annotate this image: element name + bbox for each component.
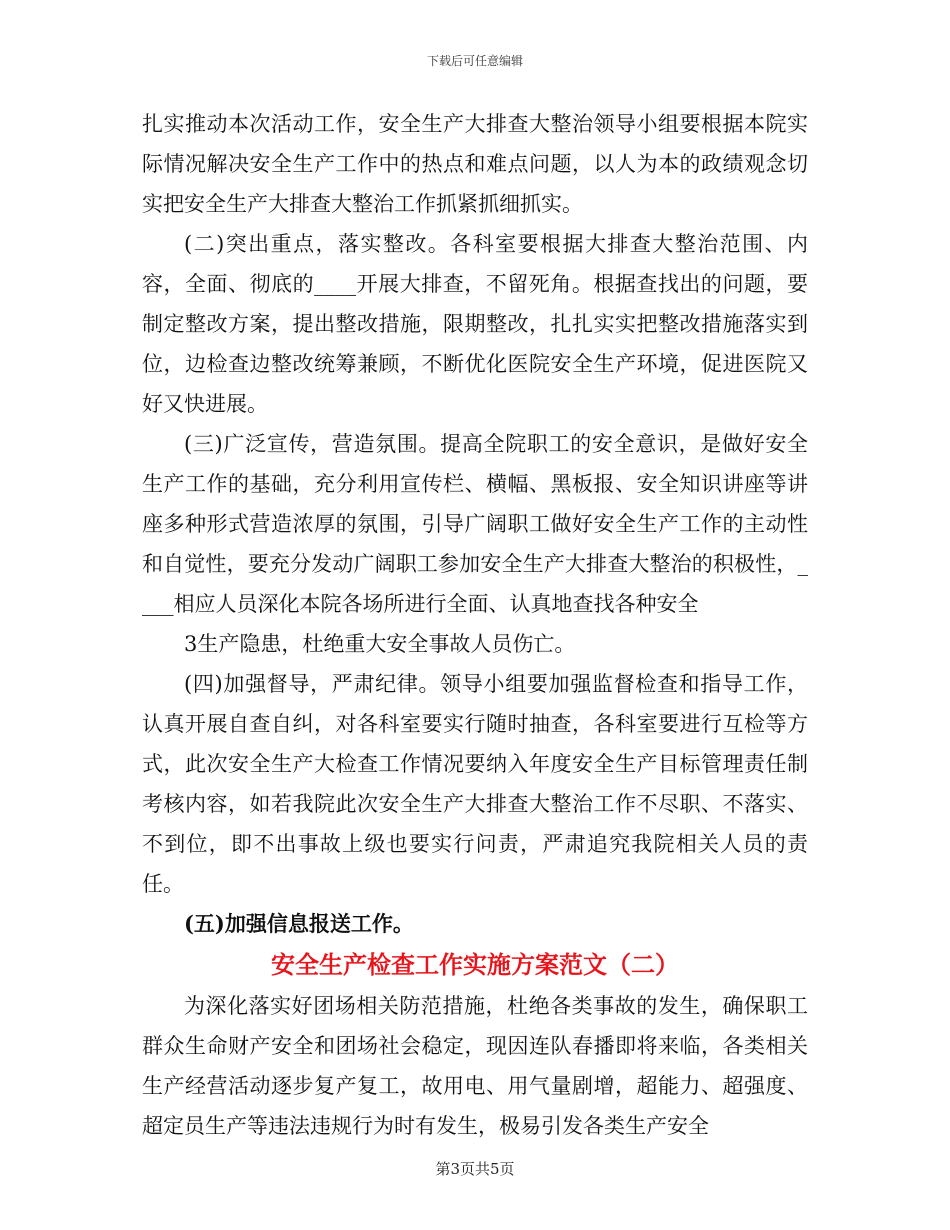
- section-title: 安全生产检查工作实施方案范文（二）: [271, 951, 679, 979]
- paragraph-4: 3生产隐患，杜绝重大安全事故人员伤亡。: [184, 632, 576, 656]
- paragraph-6: (五)加强信息报送工作。: [184, 911, 414, 936]
- paragraph-2: (二)突出重点，落实整改。各科室要根据大排查大整治范围、内容，全面、彻底的____开展大排查，不留死角。根据查找出的问题，要制定整改方案，提出整改措施，限期整改，扎扎实实把整改措施落实到位，边检查边整改统筹兼顾，不断优化医院安全生产环境，促进医院又好又快进展。: [142, 232, 808, 416]
- page-footer: 第3页共5页: [435, 1160, 515, 1178]
- paragraph-1: 扎实推动本次活动工作，安全生产大排查大整治领导小组要根据本院实际情况解决安全生产工作中的热点和难点问题，以人为本的政绩观念切实把安全生产大排查大整治工作抓紧抓细抓实。: [142, 112, 808, 216]
- page-header: 下载后可任意编辑: [426, 54, 523, 68]
- paragraph-3: (三)广泛宣传，营造氛围。提高全院职工的安全意识，是做好安全生产工作的基础，充分利用宣传栏、横幅、黑板报、安全知识讲座等讲座多种形式营造浓厚的氛围，引导广阔职工做好安全生产工作的主动性和自觉性，要充分发动广阔职工参加安全生产大排查大整治的积极性，____相应人员深化本院各场所进行全面、认真地查找各种安全: [142, 432, 808, 616]
- document-body: [142, 104, 808, 1146]
- paragraph-5: (四)加强督导，严肃纪律。领导小组要加强监督检查和指导工作，认真开展自查自纠，对各科室要实行随时抽查，各科室要进行互检等方式，此次安全生产大检查工作情况要纳入年度安全生产目标管理责任制考核内容，如若我院此次安全生产大排查大整治工作不尽职、不落实、不到位，即不出事故上级也要实行问责，严肃追究我院相关人员的责任。: [142, 672, 808, 896]
- paragraph-7: 为深化落实好团场相关防范措施，杜绝各类事故的发生，确保职工群众生命财产安全和团场社会稳定，现因连队春播即将来临，各类相关生产经营活动逐步复产复工，故用电、用气量剧增，超能力、超强度、超定员生产等违法违规行为时有发生，极易引发各类生产安全: [142, 994, 808, 1138]
